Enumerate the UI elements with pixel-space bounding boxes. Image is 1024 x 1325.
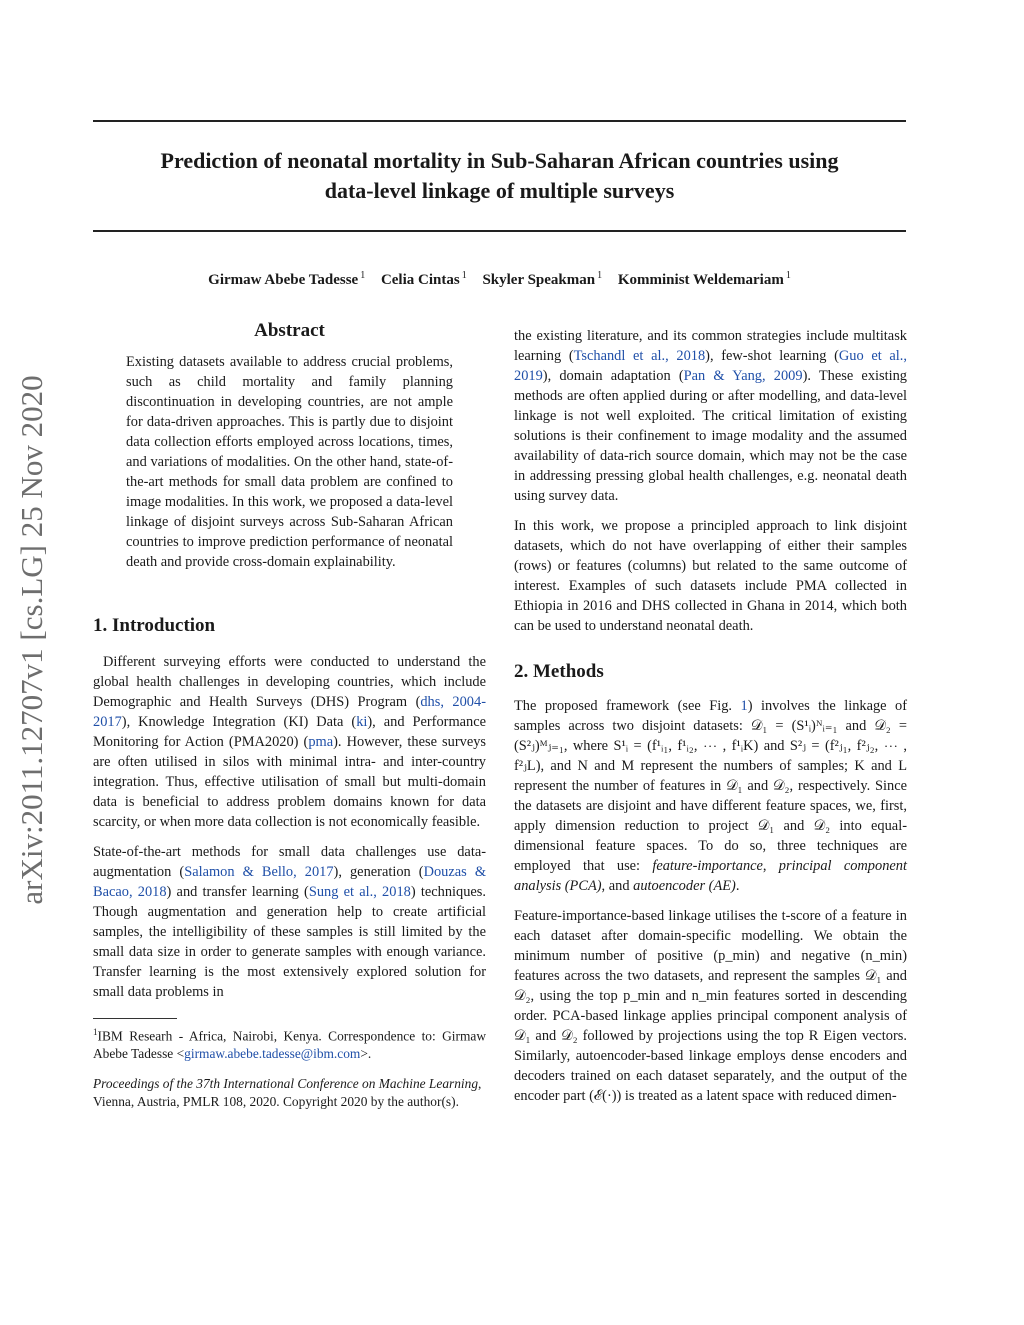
citation-link[interactable]: dhs, 2004-2017 <box>93 694 486 730</box>
citation-link[interactable]: pma <box>308 734 334 750</box>
title-line-2: data-level linkage of multiple surveys <box>324 178 675 203</box>
author-list <box>93 266 906 290</box>
citation-link[interactable]: Douzas & Bacao, 2018 <box>93 864 487 900</box>
right-column <box>514 326 907 1116</box>
author: Komminist Weldemariam $^1$ <box>617 270 791 288</box>
paper-title <box>93 146 906 206</box>
section-heading-methods: 2. Methods <box>514 661 604 682</box>
abstract-heading: Abstract <box>254 320 325 341</box>
methods-paragraph-1: The proposed framework (see Fig. 1) involves the linkage of samples across two disjoint datasets: 𝒟₁ = (S¹ᵢ)ᴺᵢ₌₁ and 𝒟₂ = (S²ⱼ)ᴹⱼ₌₁, where S¹ᵢ = (f¹ᵢ₁, f¹ᵢ₂, ⋯ , f¹ᵢK) and S²ⱼ = (f²ⱼ₁, f²ⱼ₂, ⋯ , f²ⱼL), and N and M represent the numbers of samples; K and L represent the number of features in 𝒟₁ and 𝒟₂, respectively. Since the datasets are disjoint and have different feature spaces, we, first, apply dimension reduction to project 𝒟₁ and 𝒟₂ into equal-dimensional feature spaces. To do so, three techniques are employed that use: feature-importance, principal component analysis (PCA), and autoencoder (AE). <box>514 698 907 894</box>
intro-paragraph-3: the existing literature, and its common strategies include multitask learning (Tschandl et al., 2018), few-shot learning (Guo et al., 2019), domain adaptation (Pan & Yang, 2009). These existing methods are often applied during or after modelling, and data-level linkage is not well exploited. The critical limitation of existing solutions is their confinement to image modality and the assumed availability of data-rich source domain, which may not be the case in addressing pressing global health challenges, e.g. neonatal death using survey data. <box>514 328 907 504</box>
author: Girmaw Abebe Tadesse $^1$ <box>208 270 366 288</box>
author: Celia Cintas $^1$ <box>380 270 467 288</box>
citation-link[interactable]: Salamon & Bello, 2017 <box>184 864 334 880</box>
author: Skyler Speakman $^1$ <box>482 270 603 288</box>
intro-paragraph-1: Different surveying efforts were conducted to understand the global health challenges in developing countries, which include Demographic and Health Surveys (DHS) Program (dhs, 2004-2017), Knowledge Integration (KI) Data (ki), and Performance Monitoring for Action (PMA2020) (pma). However, these surveys are often utilised in silos with minimal intra- and inter-country integration. Thus, effective utilisation of small but multi-domain data is beneficial to address problem domains known for data scarcity, or when more data collection is not economically feasible. <box>93 654 486 830</box>
email-link[interactable]: girmaw.abebe.tadesse@ibm.com <box>184 1046 361 1062</box>
intro-paragraph-4: In this work, we propose a principled approach to link disjoint datasets, which do not have overlapping of either their samples (rows) or features (columns) but related to the same outcome of interest. Examples of such datasets include PMA collected in Ethiopia in 2016 and DHS collected in Ghana in 2014, which both can be used to understand neonatal death. <box>514 518 907 634</box>
citation-link[interactable]: ki <box>356 714 368 730</box>
citation-link[interactable]: Sung et al., 2018 <box>308 884 411 900</box>
left-column <box>93 318 486 1111</box>
title-rule-top <box>93 120 906 122</box>
section-heading-introduction: 1. Introduction <box>93 615 216 636</box>
abstract-text: Existing datasets available to address crucial problems, such as child mortality and family planning discontinuation in developing countries, are not ample for data-driven approaches. This is partly due to disjoint data collection efforts employed across locations, times, and variations of modalities. On the other hand, state-of-the-art methods for small data problem are confined to image modalities. In this work, we proposed a data-level linkage of disjoint surveys across Sub-Saharan African countries to improve prediction performance of neonatal death and provide cross-domain explainability. <box>126 354 453 570</box>
arxiv-stamp: arXiv:2011.12707v1 [cs.LG] 25 Nov 2020 <box>14 375 49 905</box>
proceedings-note: Proceedings of the 37th International Conference on Machine Learning, Vienna, Austria, PMLR 108, 2020. Copyright 2020 by the author(s). <box>93 1076 482 1110</box>
intro-paragraph-2: State-of-the-art methods for small data challenges use data-augmentation (Salamon & Bello, 2017), generation (Douzas & Bacao, 2018) and transfer learning (Sung et al., 2018) techniques. Though augmentation and generation help to create artificial samples, the intelligibility of these samples is still limited by the small data size in order to generate samples with enough variance. Transfer learning is the most extensively explored solution for small data problems in <box>93 844 487 1000</box>
title-rule-bottom <box>93 230 906 232</box>
title-line-1: Prediction of neonatal mortality in Sub-Saharan African countries using <box>160 148 839 173</box>
affiliation-footnote: $^1$IBM Researh - Africa, Nairobi, Kenya. Correspondence to: Girmaw Abebe Tadesse <girmaw.abebe.tadesse@ibm.com>. <box>93 1027 486 1062</box>
citation-link[interactable]: Tschandl et al., 2018 <box>573 348 706 364</box>
figure-reference-link[interactable]: 1 <box>740 698 748 714</box>
footnote-divider <box>93 1018 177 1019</box>
methods-paragraph-2: Feature-importance-based linkage utilises the t-score of a feature in each dataset after domain-specific modelling. We obtain the minimum number of positive (p_min) and negative (n_min) features across the two datasets, and represent the samples 𝒟₁ and 𝒟₂, using the top p_min and n_min features sorted in descending order. PCA-based linkage applies principal component analysis of 𝒟₁ and 𝒟₂ followed by projections using the top R Eigen vectors. Similarly, autoencoder-based linkage employs dense encoders and decoders trained on each dataset separately, and the output of the encoder part (ℰ(·)) is treated as a latent space with reduced dimen- <box>514 908 907 1104</box>
citation-link[interactable]: Guo et al., 2019 <box>514 348 907 384</box>
citation-link[interactable]: Pan & Yang, 2009 <box>683 368 803 384</box>
